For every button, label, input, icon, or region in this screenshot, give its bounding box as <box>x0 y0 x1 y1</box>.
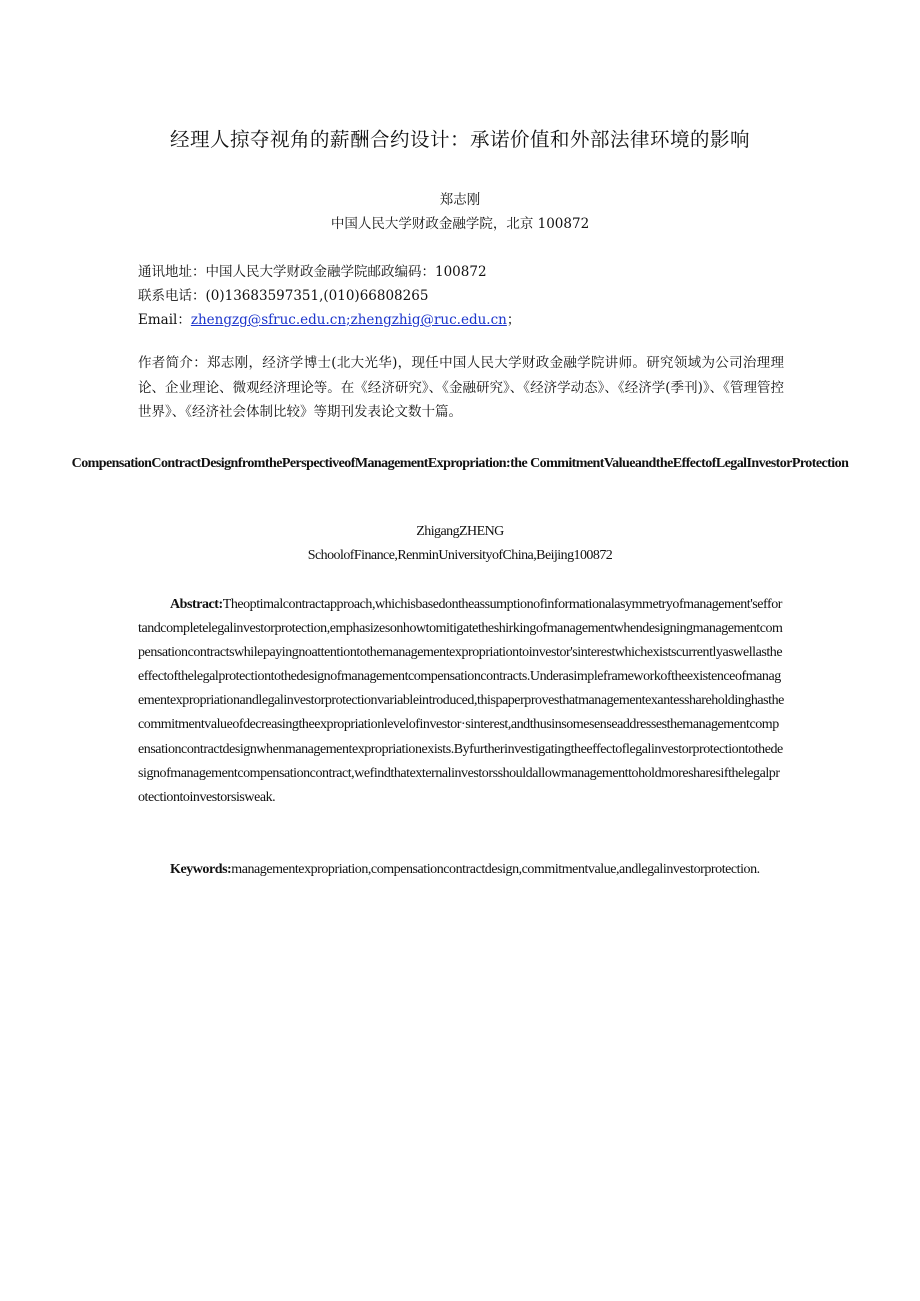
author-name-en: ZhigangZHENG <box>416 524 504 539</box>
address-value: 中国人民大学财政金融学院邮政编码：100872 <box>205 264 487 280</box>
affiliation-en: SchoolofFinance,RenminUniversityofChina,Beijing100872 <box>307 548 613 563</box>
email-suffix: ； <box>506 312 521 328</box>
abstract-text: Theoptimalcontractapproach,whichisbasedontheassumptionofinformationalasymmetryofmanagement'seffortandcompletelegalinvestorprotection,emphasizesonhowtomitigatetheshirkingofmanagementwhendesigningmanagementcompensationcontractswhilepayingnoattentiontothemanagementexpropriationtoinvestor'sinterestwhichexistscurrentlyaswellastheeffectofthelegalprotectiontothedesignofmanagementcompensationcontracts.Underasimpleframeworkoftheexistenceofmanagementexpropriationandlegalinvestorprotectionvariableintroduced,thispaperprovesthatmanagementexantesshareholdinghasthecommitmentvalueofdecreasingtheexpropriationlevelofinvestor·sinterest,andthusinsomesenseaddressesthemanagementcompensationcontractdesignwhenmanagementexpropriationexists.Byfurtherinvestigatingtheeffectoflegalinvestorprotectiontothedesignofmanagementcompensationcontract,wefindthatexternalinvestorsshouldallowmanagementtoholdmoresharesifthelegalprotectiontoinvestorsisweak. <box>138 597 784 805</box>
author-bio-cn: 作者简介：郑志刚，经济学博士(北大光华)，现任中国人民大学财政金融学院讲师。研究领域为公司治理理论、企业理论、微观经济理论等。在《经济研究》、《金融研究》、《经济学动态》、《经济学(季刊)》、《管理管控世界》、《经济社会体制比较》等期刊发表论文数十篇。 <box>138 355 784 420</box>
contact-address <box>138 260 487 280</box>
paper-title-cn: 经理人掠夺视角的薪酬合约设计：承诺价值和外部法律环境的影响 <box>169 128 750 151</box>
keywords-text: managementexpropriation,compensationcontractdesign,commitmentvalue,andlegalinvestorprotection. <box>231 862 760 877</box>
paper-title-en: CompensationContractDesignfromthePerspectiveofManagementExpropriation:the CommitmentValueandtheEffectofLegalInvestorProtection <box>71 456 849 471</box>
keywords-label: Keywords: <box>170 862 232 877</box>
keywords-paragraph <box>138 858 784 882</box>
contact-email <box>138 308 520 328</box>
address-label: 通讯地址： <box>138 264 206 280</box>
phone-label: 联系电话： <box>138 288 206 304</box>
phone-value: (0)13683597351,(010)66808265 <box>205 288 429 304</box>
email-link[interactable]: zhengzg@sfruc.edu.cn;zhengzhig@ruc.edu.cn <box>190 312 507 328</box>
email-label: Email： <box>138 312 191 328</box>
author-name-cn: 郑志刚 <box>439 192 481 208</box>
contact-phone <box>138 284 428 304</box>
abstract-paragraph <box>138 593 784 810</box>
abstract-label: Abstract: <box>170 597 223 612</box>
affiliation-cn: 中国人民大学财政金融学院，北京 100872 <box>330 216 590 232</box>
